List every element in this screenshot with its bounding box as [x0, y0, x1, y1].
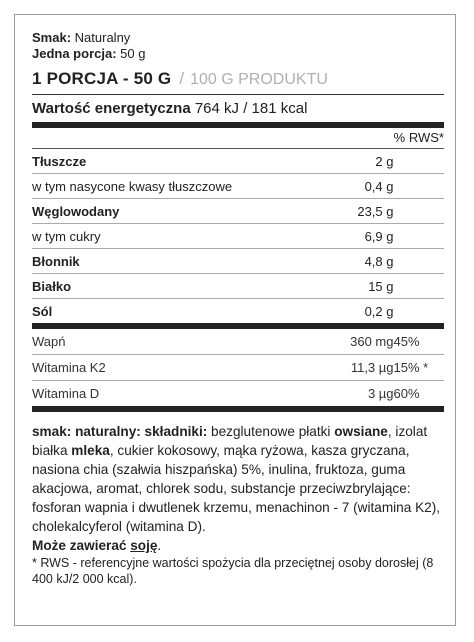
portion-separator: / [179, 69, 185, 88]
energy-label: Wartość energetyczna [32, 100, 191, 117]
vitamin-value: 360 mg [264, 329, 393, 355]
nutrient-value: 0,2 g [364, 303, 394, 319]
portion-heading [32, 68, 444, 90]
flavor-value: Naturalny [74, 30, 131, 45]
nutrition-label [32, 30, 444, 587]
vitamin-name: Witamina D [32, 381, 264, 410]
serving-value: 50 g [120, 46, 146, 61]
energy-value: 764 kJ / 181 kcal [194, 100, 308, 117]
vitamin-value: 11,3 µg [264, 355, 393, 381]
vitamin-name: Wapń [32, 329, 264, 355]
allergen-oats: owsiane [334, 424, 388, 439]
rws-header: % RWS* [32, 128, 444, 149]
allergen-warning-end: . [157, 538, 162, 553]
nutrients-table [32, 149, 444, 323]
ingredients-part: , izolat białka [32, 424, 428, 458]
vitamin-rws: 60% [394, 381, 445, 410]
nutrient-rws [394, 174, 445, 199]
nutrient-row [32, 149, 444, 174]
vitamins-table [32, 329, 444, 412]
nutrient-row [32, 224, 444, 249]
flavor-label: Smak: [32, 30, 72, 45]
nutrient-rws [394, 199, 445, 224]
rws-footnote: * RWS - referencyjne wartości spożycia dla przeciętnej osoby dorosłej (8 400 kJ/2 000 kcal). [32, 556, 434, 586]
ingredients-part: bezglutenowe płatki [207, 424, 335, 439]
nutrient-row [32, 274, 444, 299]
nutrient-name: Błonnik [32, 249, 264, 274]
flavor-line [32, 30, 444, 46]
nutrient-value: 2 g [264, 149, 393, 174]
ingredients-part: , cukier kokosowy, mąka ryżowa, kasza gryczana, nasiona chia (szałwia hiszpańska) 5%, inulina, fruktoza, guma akacjowa, aromat, chlorek sodu, substancje przeciwzbrylające: fosforan wapnia i dwutlenek krzemu, menachinon - 7 (witamina K2), cholekalcyferol (witamina D). [32, 443, 441, 534]
serving-line [32, 46, 444, 62]
vitamin-rws: 45% [394, 329, 445, 355]
nutrient-rws [394, 224, 445, 249]
nutrient-row [32, 174, 444, 199]
serving-label: Jedna porcja: [32, 46, 117, 61]
nutrient-value: 23,5 g [264, 199, 393, 224]
nutrient-value: 6,9 g [264, 224, 393, 249]
nutrient-name: w tym nasycone kwasy tłuszczowe [32, 174, 264, 199]
nutrient-value: 0,4 g [264, 174, 393, 199]
nutrient-name: w tym cukry [32, 224, 264, 249]
nutrient-row [32, 249, 444, 274]
ingredients-text [32, 422, 452, 555]
vitamin-row [32, 329, 444, 355]
nutrient-value: 4,8 g [264, 249, 393, 274]
nutrient-row [32, 299, 444, 324]
allergen-warning-text: Może zawierać [32, 538, 131, 553]
nutrient-rws [394, 274, 445, 299]
vitamin-value: 3 µg [264, 381, 393, 410]
nutrient-rws [394, 299, 445, 324]
nutrient-value: 15 g [264, 274, 393, 299]
nutrient-rws [394, 249, 445, 274]
vitamin-row [32, 381, 444, 410]
nutrient-rws [394, 149, 445, 174]
vitamin-rws: 15% * [394, 355, 445, 381]
allergen-soy: soję [130, 538, 158, 553]
nutrient-name: Tłuszcze [32, 149, 264, 174]
allergen-milk: mleka [71, 443, 110, 458]
nutrient-name: Węglowodany [32, 199, 264, 224]
energy-row [32, 95, 444, 122]
portion-main: 1 PORCJA - 50 G [32, 69, 172, 88]
vitamin-name: Witamina K2 [32, 355, 264, 381]
nutrient-row [32, 199, 444, 224]
nutrient-name: Sól [32, 303, 53, 319]
allergen-warning [32, 538, 157, 553]
portion-alt: 100 G PRODUKTU [190, 71, 328, 88]
nutrient-name: Białko [32, 274, 264, 299]
vitamin-row [32, 355, 444, 381]
ingredients-heading: smak: naturalny: składniki: [32, 424, 208, 439]
